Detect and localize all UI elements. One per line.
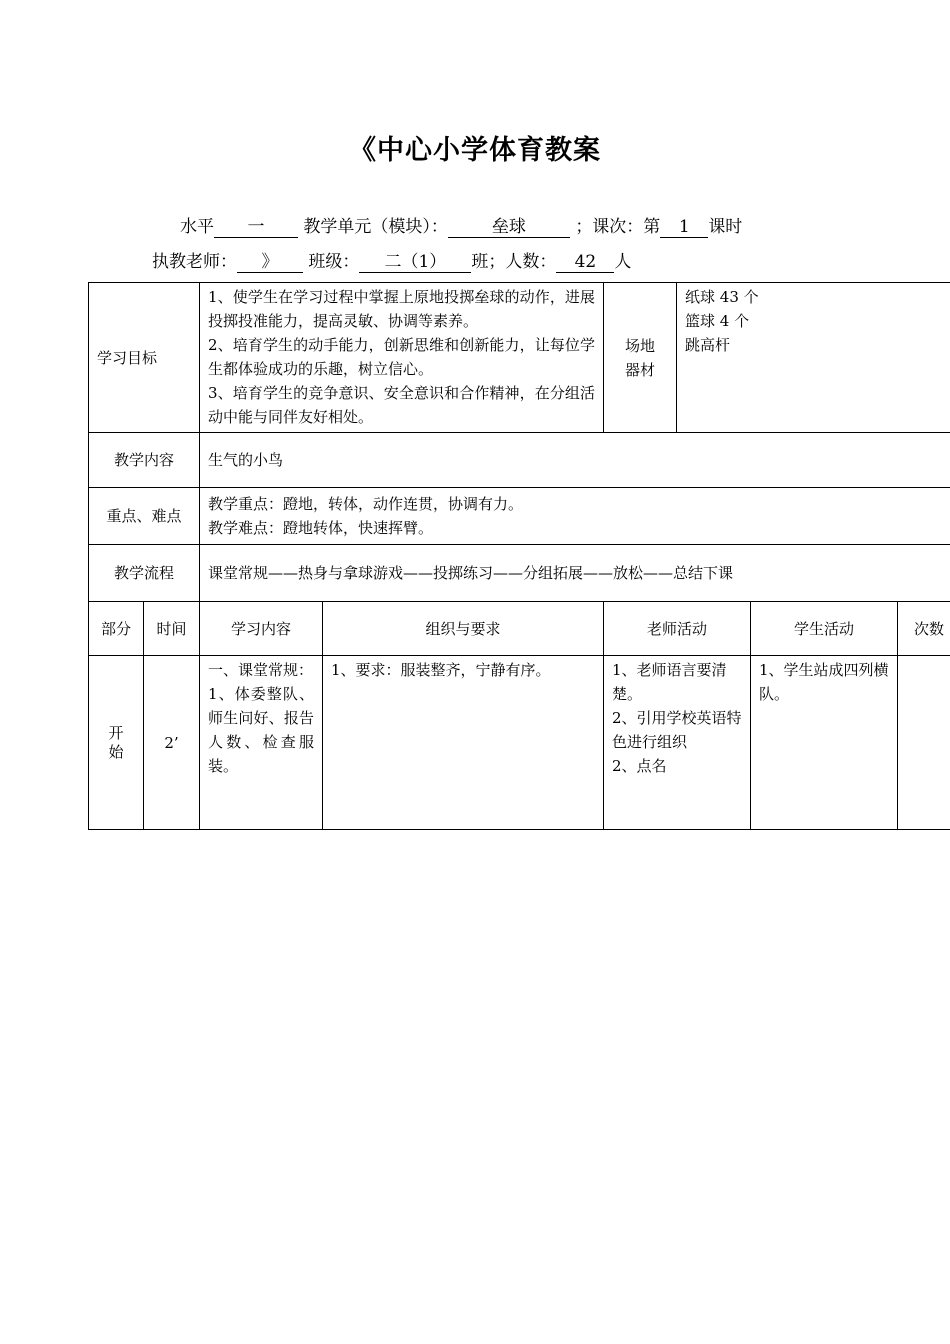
process-row <box>89 545 950 602</box>
meta-line-1 <box>180 212 742 238</box>
document-title: 《中心小学体育教案 <box>349 135 601 166</box>
meta-line-2 <box>152 247 631 273</box>
header-part: 部分 <box>89 602 144 656</box>
header-content: 学习内容 <box>200 602 323 656</box>
row-times <box>898 656 950 830</box>
row-content: 一、课堂常规： 1、体委整队、师生问好、报告人数、检查服装。 <box>200 656 323 830</box>
lesson-plan-table <box>88 282 950 830</box>
content-text: 生气的小鸟 <box>200 433 950 488</box>
header-student: 学生活动 <box>751 602 898 656</box>
row-student: 1、学生站成四列横队。 <box>751 656 898 830</box>
level-value: 一 <box>214 218 298 238</box>
row-part: 开 始 <box>89 656 144 830</box>
level-label: 水平 <box>180 217 214 237</box>
table-row <box>89 656 950 830</box>
class-label: 班级： <box>308 252 360 272</box>
class-value: 二（1） <box>359 253 471 273</box>
teacher-label: 执教老师： <box>152 252 237 272</box>
goals-label: 学习目标 <box>89 283 200 433</box>
lesson-value: 1 <box>660 218 708 238</box>
class-suffix: 班；人数： <box>471 252 557 272</box>
content-label: 教学内容 <box>89 433 200 488</box>
header-row <box>89 602 950 656</box>
process-label: 教学流程 <box>89 545 200 602</box>
unit-value: 垒球 <box>448 218 570 238</box>
key-points-label: 重点、难点 <box>89 488 200 545</box>
lesson-suffix: 课时 <box>708 217 743 237</box>
header-teacher: 老师活动 <box>604 602 751 656</box>
row-teacher: 1、老师语言要清楚。 2、引用学校英语特色进行组织 2、点名 <box>604 656 751 830</box>
count-value: 42 <box>556 253 614 273</box>
content-row <box>89 433 950 488</box>
row-organization: 1、要求：服装整齐，宁静有序。 <box>323 656 604 830</box>
equipment-label: 场地 器材 <box>604 283 677 433</box>
key-points-row <box>89 488 950 545</box>
teacher-value: 》 <box>237 253 303 273</box>
header-organization: 组织与要求 <box>323 602 604 656</box>
goals-row <box>89 283 950 433</box>
row-time: 2’ <box>144 656 200 830</box>
key-points-text: 教学重点：蹬地，转体，动作连贯，协调有力。 教学难点：蹬地转体，快速挥臂。 <box>200 488 950 545</box>
header-time: 时间 <box>144 602 200 656</box>
header-times: 次数 <box>898 602 950 656</box>
lesson-label: ；课次：第 <box>575 217 661 237</box>
count-suffix: 人 <box>614 252 632 272</box>
equipment-text: 纸球 43 个 篮球 4 个 跳高杆 <box>677 283 950 433</box>
goals-text: 1、使学生在学习过程中掌握上原地投掷垒球的动作，进展投掷投准能力，提高灵敏、协调等素养。 2、培育学生的动手能力，创新思维和创新能力，让每位学生都体验成功的乐趣，树立信心。 3、培育学生的竞争意识、安全意识和合作精神，在分组活动中能与同伴友好相处。 <box>200 283 604 433</box>
process-text: 课堂常规——热身与拿球游戏——投掷练习——分组拓展——放松——总结下课 <box>200 545 950 602</box>
unit-label: 教学单元（模块）： <box>303 217 448 237</box>
